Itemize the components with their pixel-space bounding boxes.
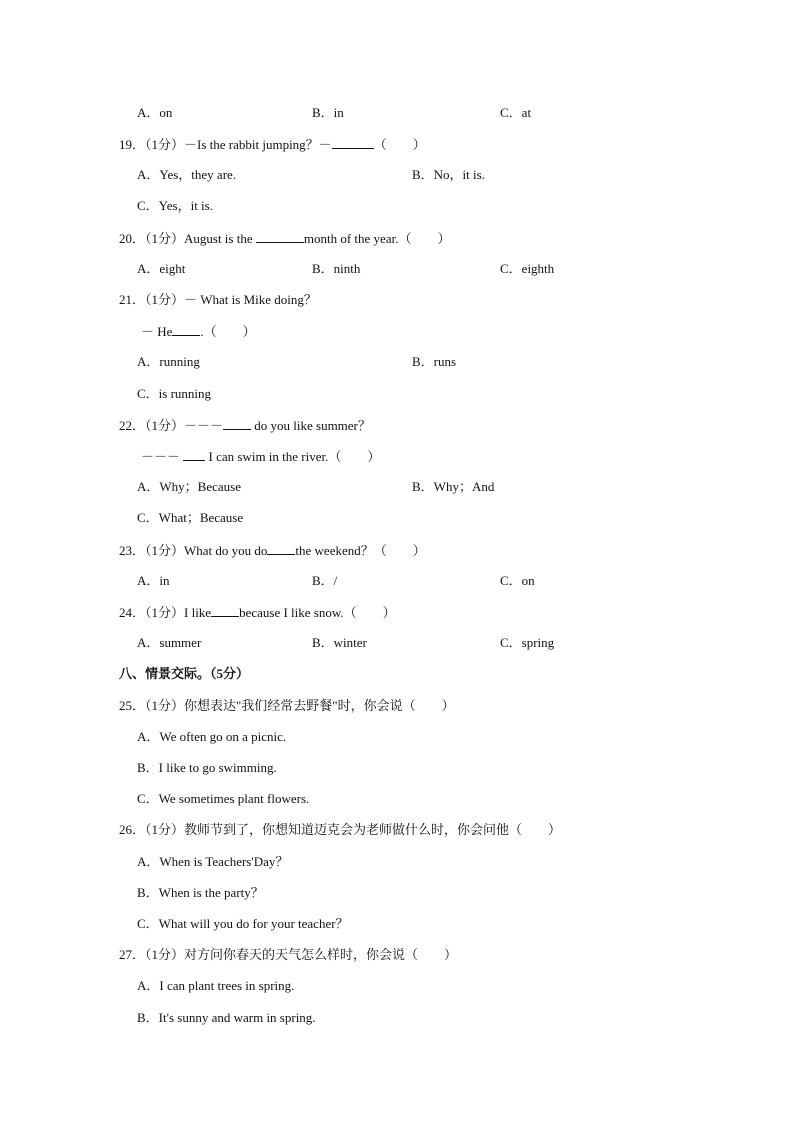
q24-option-b: B．winter [312, 635, 367, 650]
q23-question-tail: the weekend？（ ） [295, 543, 426, 558]
q22-subline-tail: I can swim in the river.（ ） [205, 449, 381, 464]
q21-question: 21．（1分）－ What is Mike doing？ [119, 292, 317, 307]
q19-question-head: 19．（1分）－Is the rabbit jumping？－ [119, 137, 332, 152]
q20-option-a: A．eight [137, 261, 186, 276]
q20-question [119, 230, 450, 247]
q23-option-b: B．/ [312, 573, 338, 588]
q22-question [119, 417, 371, 434]
q21-option-c: C．is running [137, 386, 212, 401]
q24-question-head: 24．（1分）I like [119, 605, 212, 620]
q21-answer-blank [172, 323, 200, 336]
q26-option-a: A．When is Teachers'Day？ [137, 854, 289, 869]
q24-question [119, 604, 396, 621]
q23-question [119, 542, 426, 559]
q22-question-head: 22．（1分）－－－ [119, 418, 224, 433]
q22-option-b: B．Why；And [412, 479, 495, 494]
q26-option-c: C．What will you do for your teacher？ [137, 916, 349, 931]
q23-option-c: C．on [500, 573, 535, 588]
q24-answer-blank [211, 604, 239, 617]
q18-option-c: C．at [500, 105, 532, 120]
q21-subline [141, 323, 256, 340]
q23-option-a: A．in [137, 573, 170, 588]
q27-option-b: B．It's sunny and warm in spring. [137, 1010, 316, 1025]
q24-option-c: C．spring [500, 635, 555, 650]
q25-option-a: A．We often go on a picnic. [137, 729, 287, 744]
q21-subline-head: － He [141, 324, 173, 339]
q20-option-b: B．ninth [312, 261, 361, 276]
q25-question: 25．（1分）你想表达"我们经常去野餐"时，你会说（ ） [119, 698, 455, 713]
q18-option-b: B．in [312, 105, 344, 120]
q21-option-a: A．running [137, 354, 200, 369]
q27-option-a: A．I can plant trees in spring. [137, 978, 295, 993]
q19-question [119, 136, 426, 153]
q23-answer-blank [267, 542, 295, 555]
q25-option-c: C．We sometimes plant flowers. [137, 791, 310, 806]
q19-option-a: A．Yes，they are. [137, 167, 237, 182]
q23-question-head: 23．（1分）What do you do [119, 543, 268, 558]
q26-option-b: B．When is the party？ [137, 885, 264, 900]
q27-question: 27．（1分）对方问你春天的天气怎么样时，你会说（ ） [119, 947, 458, 962]
q20-answer-blank [256, 230, 304, 243]
q22-question-tail: do you like summer？ [251, 418, 371, 433]
q25-option-b: B．I like to go swimming. [137, 760, 277, 775]
q22-subline [141, 448, 380, 465]
q18-option-a: A．on [137, 105, 173, 120]
q19-answer-blank [332, 136, 374, 149]
q19-option-c: C．Yes，it is. [137, 198, 213, 213]
q21-option-b: B．runs [412, 354, 457, 369]
q26-question: 26．（1分）教师节到了，你想知道迈克会为老师做什么时，你会问他（ ） [119, 822, 562, 837]
q20-option-c: C．eighth [500, 261, 555, 276]
q19-question-tail: （ ） [373, 137, 426, 152]
q22-option-c: C．What；Because [137, 510, 244, 525]
section-8-heading: 八、情景交际。（5分） [119, 666, 250, 681]
q22-answer-blank-1 [223, 417, 251, 430]
q20-question-head: 20．（1分）August is the [119, 231, 256, 246]
q24-question-tail: because I like snow.（ ） [239, 605, 396, 620]
q24-option-a: A．summer [137, 635, 202, 650]
q22-option-a: A．Why；Because [137, 479, 241, 494]
q22-answer-blank-2 [183, 448, 205, 461]
q21-subline-tail: .（ ） [200, 324, 256, 339]
q22-subline-head: －－－ [141, 449, 184, 464]
q20-question-tail: month of the year.（ ） [303, 231, 451, 246]
q19-option-b: B．No，it is. [412, 167, 485, 182]
